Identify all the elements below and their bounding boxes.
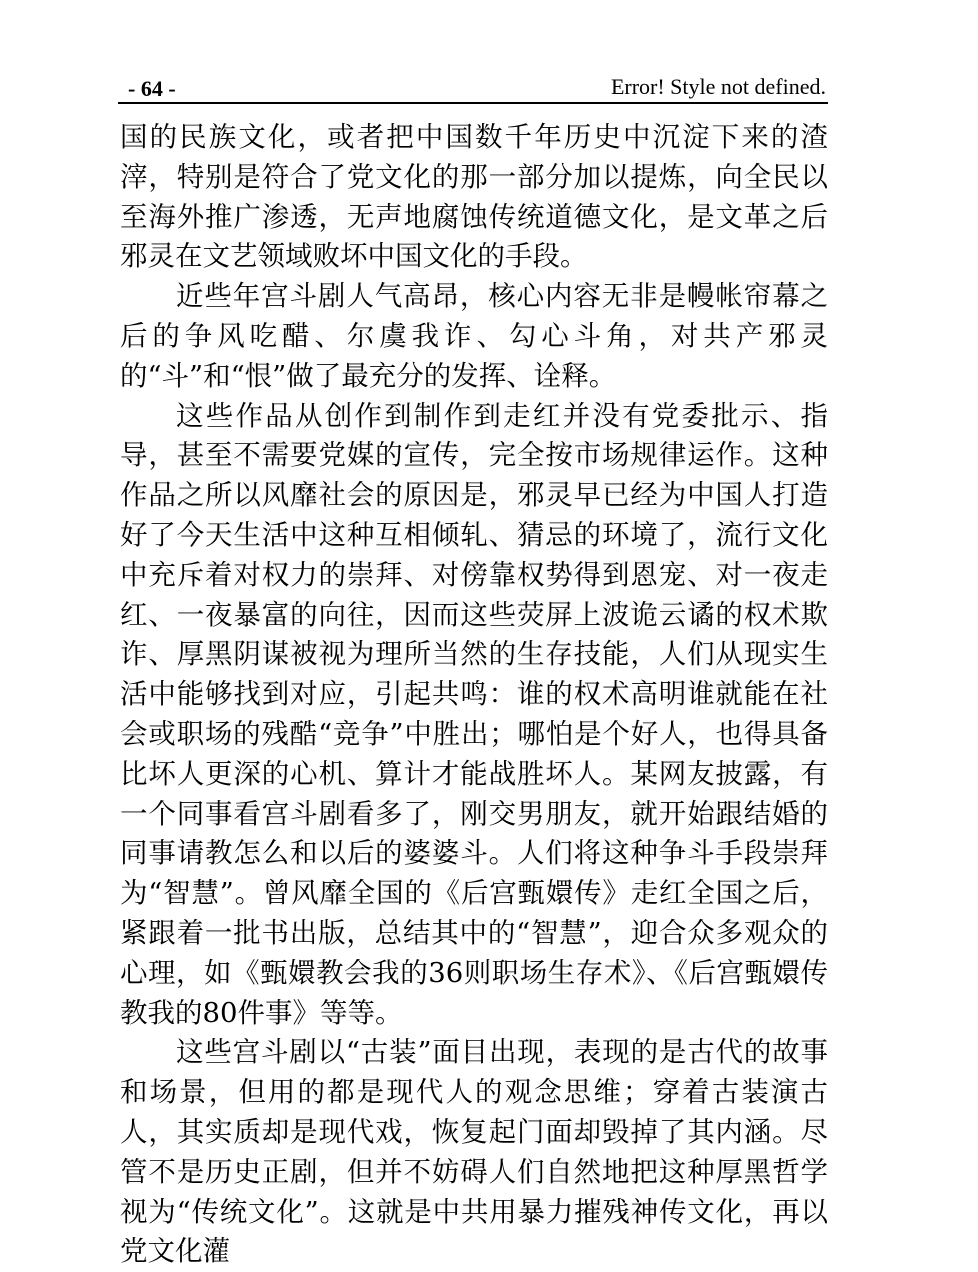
page-number: - 64 - xyxy=(128,76,176,101)
paragraph: 这些宫斗剧以“古装”面目出现，表现的是古代的故事和场景，但用的都是现代人的观念思维；穿着古装演古人，其实质却是现代戏，恢复起门面却毁掉了其内涵。尽管不是历史正剧，但并不妨碍人们自然地把这种厚黑哲学视为“传统文化”。这就是中共用暴力摧残神传文化，再以党文化灌 xyxy=(120,1036,828,1268)
running-title: Error! Style not defined. xyxy=(610,74,826,99)
paragraph: 这些作品从创作到制作到走红并没有党委批示、指导，甚至不需要党媒的宣传，完全按市场规律运作。这种作品之所以风靡社会的原因是，邪灵早已经为中国人打造好了今天生活中这种互相倾轧、猜忌的环境了，流行文化中充斥着对权力的崇拜、对傍靠权势得到恩宠、对一夜走红、一夜暴富的向往，因而这些荧屏上波诡云谲的权术欺诈、厚黑阴谋被视为理所当然的生存技能，人们从现实生活中能够找到对应，引起共鸣：谁的权术高明谁就能在社会或职场的残酷“竞争”中胜出；哪怕是个好人，也得具备比坏人更深的心机、算计才能战胜坏人。某网友披露，有一个同事看宫斗剧看多了，刚交男朋友，就开始跟结婚的同事请教怎么和以后的婆婆斗。人们将这种争斗手段崇拜为“智慧”。曾风靡全国的《后宫甄嬛传》走红全国之后，紧跟着一批书出版，总结其中的“智慧”，迎合众多观众的心理，如《甄嬛教会我的36则职场生存术》、《后宫甄嬛传教我的80件事》等等。 xyxy=(120,399,828,1029)
paragraph: 近些年宫斗剧人气高昂，核心内容无非是幔帐帘幕之后的争风吃醋、尔虞我诈、勾心斗角，对共产邪灵的“斗”和“恨”做了最充分的发挥、诠释。 xyxy=(120,280,828,392)
paragraph: 国的民族文化，或者把中国数千年历史中沉淀下来的渣滓，特别是符合了党文化的那一部分加以提炼，向全民以至海外推广渗透，无声地腐蚀传统道德文化，是文革之后邪灵在文艺领域败坏中国文化的手段。 xyxy=(120,121,828,273)
body-text xyxy=(120,118,828,1272)
page-header xyxy=(118,72,828,104)
